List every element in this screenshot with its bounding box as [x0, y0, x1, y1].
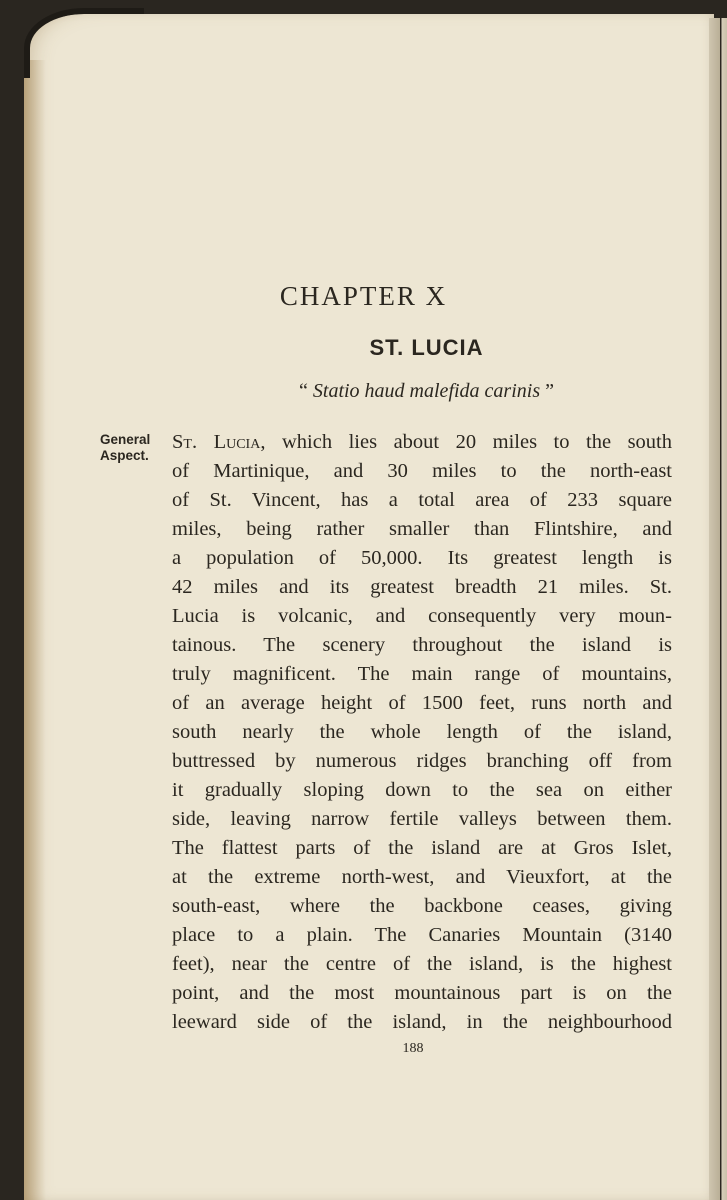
body-line: it gradually sloping down to the sea on either: [172, 779, 672, 801]
body-line: leeward side of the island, in the neighbourhood: [172, 1011, 672, 1033]
epigraph-text: Statio haud malefida carinis: [312, 380, 541, 402]
body-line: tainous. The scenery throughout the island is: [172, 634, 672, 656]
body-line: south-east, where the backbone ceases, giving: [172, 895, 672, 917]
chapter-title: ST. LUCIA: [369, 335, 484, 360]
body-line-text: , which lies about 20 miles to the south: [260, 431, 672, 453]
body-line: a population of 50,000. Its greatest length is: [172, 547, 672, 569]
margin-note-line: General: [100, 432, 151, 447]
body-line: buttressed by numerous ridges branching off from: [172, 750, 672, 772]
page-edge-strip: [709, 18, 727, 1200]
epigraph: [0, 380, 727, 403]
body-line: place to a plain. The Canaries Mountain (3140: [172, 924, 672, 946]
margin-note-line: Aspect.: [100, 448, 149, 463]
body-line: truly magnificent. The main range of mountains,: [172, 663, 672, 685]
body-line: of St. Vincent, has a total area of 233 square: [172, 489, 672, 511]
body-line: The flattest parts of the island are at Gros Islet,: [172, 837, 672, 859]
place-name-small-caps: St. Lucia: [172, 431, 261, 453]
body-line: at the extreme north-west, and Vieuxfort, at the: [172, 866, 672, 888]
body-line: Lucia is volcanic, and consequently very moun-: [172, 605, 672, 627]
body-line: point, and the most mountainous part is on the: [172, 982, 672, 1004]
page-number: 188: [402, 1041, 424, 1056]
body-line: miles, being rather smaller than Flintshire, and: [172, 518, 672, 540]
body-line: [172, 431, 672, 460]
epigraph-open-quote: “: [299, 380, 313, 402]
chapter-heading: CHAPTER X: [279, 281, 448, 311]
body-line: feet), near the centre of the island, is the highest: [172, 953, 672, 975]
page-gutter-shadow: [24, 60, 46, 1200]
body-line: side, leaving narrow fertile valleys between them.: [172, 808, 672, 830]
body-line: 42 miles and its greatest breadth 21 miles. St.: [172, 576, 672, 598]
margin-note: [100, 432, 150, 464]
body-line: of Martinique, and 30 miles to the north-east: [172, 460, 672, 482]
epigraph-close-quote: ”: [540, 380, 554, 402]
body-line: of an average height of 1500 feet, runs north and: [172, 692, 672, 714]
body-line: south nearly the whole length of the island,: [172, 721, 672, 743]
